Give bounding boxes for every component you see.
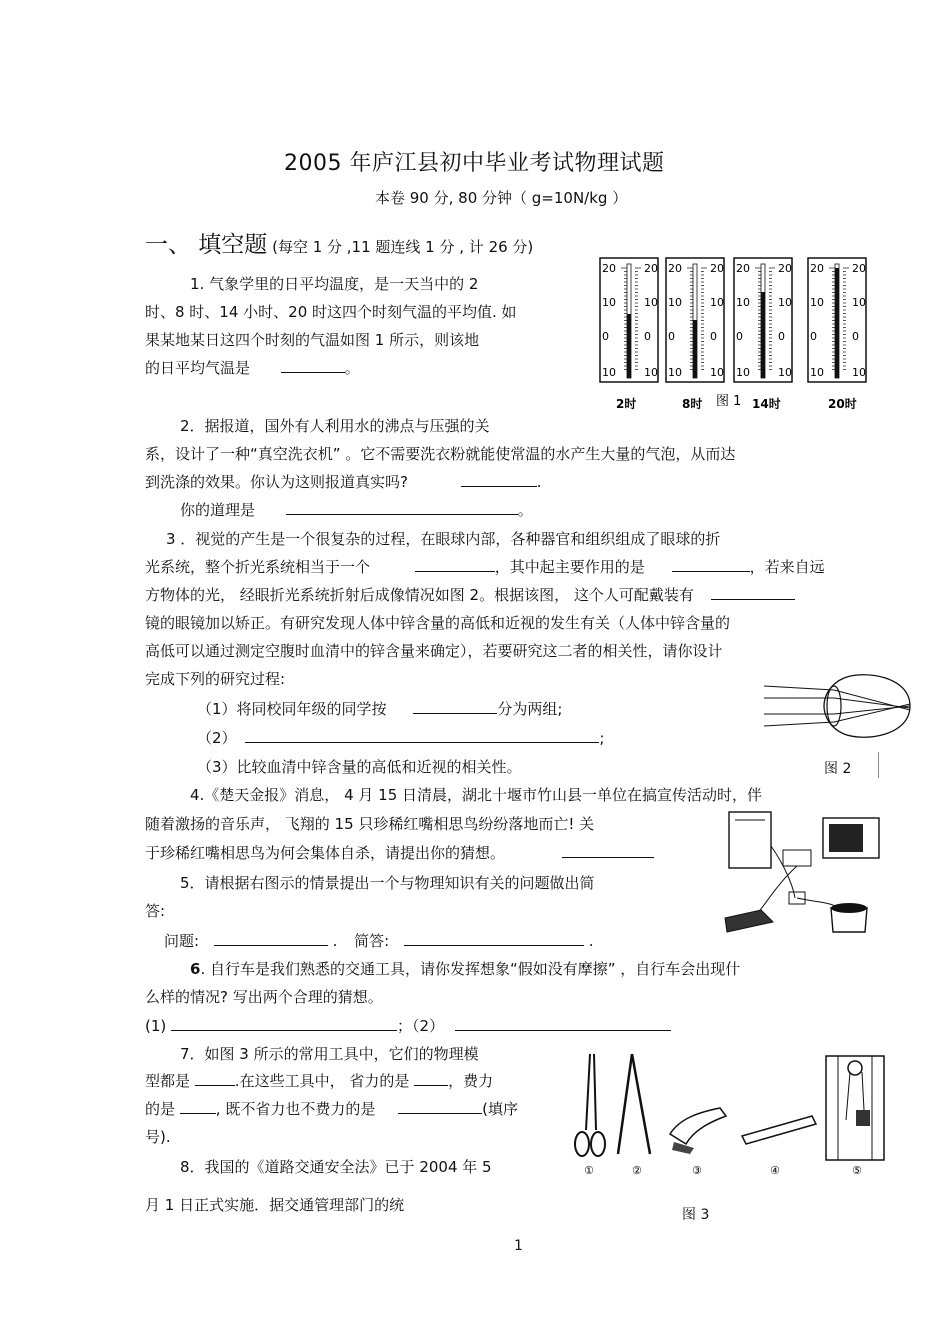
thermometer-scale-number: 20 bbox=[736, 262, 750, 275]
q3-line-6: 完成下列的研究过程: bbox=[145, 670, 286, 688]
thermometer-scale-number: 10 bbox=[810, 296, 824, 309]
thermometer-scale-number: 20 bbox=[810, 262, 824, 275]
q6-answer-blank-2[interactable] bbox=[455, 1016, 671, 1031]
q3-answer-blank-2[interactable] bbox=[672, 557, 750, 572]
figure-3-tools bbox=[570, 1050, 890, 1186]
q4-line-2: 随着激扬的音乐声， 飞翔的 15 只珍稀红嘴相思鸟纷纷落地而亡! 关 bbox=[145, 815, 595, 833]
q2-answer-blank-1[interactable] bbox=[461, 472, 537, 487]
thermometer-scale-number: 10 bbox=[852, 366, 866, 379]
q5-line-2: 答: bbox=[145, 902, 166, 920]
q7-line-2-c: ，费力 bbox=[448, 1072, 494, 1090]
thermometer-scale-number: 20 bbox=[710, 262, 724, 275]
thermometer-scale-number: 10 bbox=[668, 366, 682, 379]
q7-line-1: 7．如图 3 所示的常用工具中，它们的物理模 bbox=[180, 1045, 479, 1063]
fig1-label-8h: 8时 bbox=[682, 397, 703, 411]
q3-step-2: （2） ; bbox=[197, 729, 605, 747]
thermometer-scale-number: 10 bbox=[736, 366, 750, 379]
thermometer-scale-number: 0 bbox=[778, 330, 785, 343]
q3-line-2-b: ，其中起主要作用的是 bbox=[494, 558, 645, 576]
q5-line-1: 5．请根据右图示的情景提出一个与物理知识有关的问题做出简 bbox=[180, 874, 595, 892]
scissors-icon bbox=[575, 1054, 605, 1156]
q2-line-3: 到洗涤的效果。你认为这则报道真实吗? . bbox=[145, 473, 542, 491]
thermometer-scale-number: 20 bbox=[602, 262, 616, 275]
fig1-caption: 图 1 bbox=[716, 394, 742, 409]
q4-answer-blank[interactable] bbox=[562, 843, 654, 858]
fig2-caption: 图 2 bbox=[824, 761, 852, 777]
q3-step-2-label: （2） bbox=[197, 729, 237, 747]
page-subtitle: 本卷 90 分, 80 分钟（ g=10N/kg ） bbox=[375, 189, 628, 207]
q7-blank-2[interactable] bbox=[414, 1071, 448, 1086]
divider bbox=[878, 752, 879, 778]
figure-2-eye-diagram bbox=[760, 668, 920, 744]
fig1-label-14h: 14时 bbox=[752, 397, 781, 411]
q2-line-4: 你的道理是 。 bbox=[180, 501, 533, 519]
q6-answer-1-label: (1) bbox=[145, 1017, 167, 1035]
fig1-label-20h: 20时 bbox=[828, 397, 857, 411]
thermometer-scale-number: 0 bbox=[852, 330, 859, 343]
thermometer-scale-number: 10 bbox=[710, 296, 724, 309]
q7-blank-3[interactable] bbox=[180, 1099, 216, 1114]
q4-line-1: 4.《楚天金报》消息， 4 月 15 日清晨，湖北十堰市竹山县一单位在搞宣传活动时，伴 bbox=[190, 786, 763, 804]
thermometer-scale-number: 10 bbox=[644, 296, 658, 309]
q3-step-3: （3）比较血清中锌含量的高低和近视的相关性。 bbox=[197, 758, 522, 776]
thermometer-scale-number: 10 bbox=[602, 296, 616, 309]
thermometer-scale-number: 10 bbox=[778, 366, 792, 379]
thermometer-scale-number: 20 bbox=[668, 262, 682, 275]
q1-line-4-text: 的日平均气温是 bbox=[145, 359, 251, 377]
thermometer-scale-number: 0 bbox=[810, 330, 817, 343]
thermometer-scale-number: 10 bbox=[710, 366, 724, 379]
thermometer-20h bbox=[808, 258, 866, 382]
thermometer-scale-number: 20 bbox=[778, 262, 792, 275]
q3-line-3 bbox=[145, 585, 795, 605]
q3-line-2-c: ，若来自远 bbox=[749, 558, 825, 576]
q8-line-2: 月 1 日正式实施．据交通管理部门的统 bbox=[145, 1196, 405, 1214]
q1-line-3: 果某地某日这四个时刻的气温如图 1 所示，则该地 bbox=[145, 331, 480, 349]
ruler-icon bbox=[742, 1116, 816, 1144]
q3-step-1 bbox=[197, 699, 562, 719]
q7-line-4: 号). bbox=[145, 1128, 171, 1146]
q8-line-1: 8．我国的《道路交通安全法》已于 2004 年 5 bbox=[180, 1158, 492, 1176]
tool-number-5: ⑤ bbox=[852, 1164, 862, 1177]
q5-question-label: 问题: bbox=[164, 932, 200, 950]
thermometer-scale-number: 0 bbox=[644, 330, 651, 343]
q7-blank-1[interactable] bbox=[195, 1071, 235, 1086]
q4-line-3-text: 于珍稀红嘴相思鸟为何会集体自杀，请提出你的猜想。 bbox=[145, 844, 506, 862]
q3-line-2-a: 光系统，整个折光系统相当于一个 bbox=[145, 558, 371, 576]
q5-answer-blank[interactable] bbox=[404, 931, 584, 946]
thermometer-2h bbox=[600, 258, 658, 382]
thermometer-scale-number: 10 bbox=[810, 366, 824, 379]
thermometer-14h bbox=[734, 258, 792, 382]
q7-line-2-a: 型都是 bbox=[145, 1072, 191, 1090]
q3-answer-blank-1[interactable] bbox=[415, 557, 495, 572]
q2-line-2: 系，设计了一种“真空洗衣机” 。它不需要洗衣粉就能使常温的水产生大量的气泡，从而达 bbox=[145, 445, 736, 463]
thermometer-scale-number: 10 bbox=[644, 366, 658, 379]
q3-answer-blank-3[interactable] bbox=[711, 585, 795, 600]
q7-blank-4[interactable] bbox=[398, 1099, 482, 1114]
q3-line-3-a: 方物体的光， 经眼折光系统折射后成像情况如图 2。根据该图， 这个人可配戴装有 bbox=[145, 586, 694, 604]
q1-answer-blank[interactable] bbox=[281, 358, 345, 373]
q3-step-1-b: 分为两组; bbox=[497, 700, 563, 718]
figure-1-thermometers bbox=[596, 256, 886, 416]
q3-line-1: 3 ．视觉的产生是一个很复杂的过程，在眼球内部，各种器官和组织组成了眼球的折 bbox=[166, 530, 721, 548]
tool-number-3: ③ bbox=[692, 1164, 702, 1177]
thermometer-scale-number: 10 bbox=[778, 296, 792, 309]
q7-line-2-b: .在这些工具中， 省力的是 bbox=[234, 1072, 410, 1090]
q4-line-3 bbox=[145, 843, 654, 863]
q5-qa-line: 问题: . 简答: . bbox=[164, 932, 594, 950]
q7-line-3 bbox=[145, 1099, 518, 1119]
q3-step-1-blank[interactable] bbox=[413, 699, 497, 714]
q6-answer-2-label: ；（2） bbox=[397, 1017, 445, 1035]
tool-number-1: ① bbox=[584, 1164, 594, 1177]
thermometer-scale-number: 10 bbox=[852, 296, 866, 309]
q2-answer-blank-2[interactable] bbox=[286, 500, 518, 515]
thermometer-scale-number: 10 bbox=[602, 366, 616, 379]
section-title: 一、 填空题 bbox=[145, 232, 268, 258]
q7-line-3-b: , 既不省力也不费力的是 bbox=[215, 1100, 376, 1118]
q3-line-2 bbox=[145, 557, 825, 577]
page-number: 1 bbox=[514, 1238, 523, 1254]
thermometer-scale-number: 0 bbox=[710, 330, 717, 343]
q7-line-3-a: 的是 bbox=[145, 1100, 176, 1118]
thermometer-scale-number: 0 bbox=[736, 330, 743, 343]
q1-line-1: 1. 气象学里的日平均温度，是一天当中的 2 bbox=[190, 275, 479, 293]
thermometer-scale-number: 20 bbox=[644, 262, 658, 275]
q2-line-1: 2．据报道，国外有人利用水的沸点与压强的关 bbox=[180, 417, 490, 435]
q2-line-3-text: 到洗涤的效果。你认为这则报道真实吗? bbox=[145, 473, 408, 491]
thermometer-scale-number: 0 bbox=[602, 330, 609, 343]
thermometer-scale-number: 0 bbox=[668, 330, 675, 343]
q5-answer-label: 简答: bbox=[354, 932, 390, 950]
section-heading bbox=[145, 226, 533, 259]
section-note: (每空 1 分 ,11 题连线 1 分 , 计 26 分) bbox=[272, 238, 534, 256]
q2-line-4-text: 你的道理是 bbox=[180, 501, 256, 519]
q3-step-1-a: （1）将同校同年级的同学按 bbox=[197, 700, 387, 718]
tongs-icon bbox=[618, 1054, 650, 1154]
q6-line-1 bbox=[190, 959, 740, 979]
thermometer-8h bbox=[666, 258, 724, 382]
q6-answers bbox=[145, 1016, 671, 1036]
q3-line-5: 高低可以通过测定空腹时血清中的锌含量来确定），若要研究这二者的相关性，请你设计 bbox=[145, 642, 723, 660]
q5-question-blank[interactable] bbox=[214, 931, 328, 946]
thermometer-scale-number: 20 bbox=[852, 262, 866, 275]
q6-number: 6 bbox=[190, 960, 201, 978]
thermometer-scale-number: 10 bbox=[736, 296, 750, 309]
pulley-icon bbox=[826, 1056, 884, 1160]
q3-step-2-blank[interactable] bbox=[245, 728, 599, 743]
fig3-caption: 图 3 bbox=[682, 1207, 710, 1223]
q6-line-2: 么样的情况? 写出两个合理的猜想。 bbox=[145, 988, 383, 1006]
tool-number-2: ② bbox=[632, 1164, 642, 1177]
q3-line-4: 镜的眼镜加以矫正。有研究发现人体中锌含量的高低和近视的发生有关（人体中锌含量的 bbox=[145, 614, 731, 632]
q6-answer-blank-1[interactable] bbox=[171, 1016, 397, 1031]
q1-line-2: 时、8 时、14 小时、20 时这四个时刻气温的平均值. 如 bbox=[145, 303, 517, 321]
page-title: 2005 年庐江县初中毕业考试物理试题 bbox=[284, 151, 665, 176]
tool-number-4: ④ bbox=[770, 1164, 780, 1177]
q1-line-4: 的日平均气温是 。 bbox=[145, 359, 360, 377]
fig1-label-2h: 2时 bbox=[616, 397, 637, 411]
q7-line-2 bbox=[145, 1071, 493, 1091]
figure-appliances bbox=[715, 806, 885, 942]
q7-line-3-c: (填序 bbox=[482, 1100, 518, 1118]
hand-tool-icon bbox=[670, 1108, 726, 1154]
thermometer-scale-number: 10 bbox=[668, 296, 682, 309]
q6-line-1-text: . 自行车是我们熟悉的交通工具，请你发挥想象“假如没有摩擦” ，自行车会出现什 bbox=[200, 960, 741, 978]
